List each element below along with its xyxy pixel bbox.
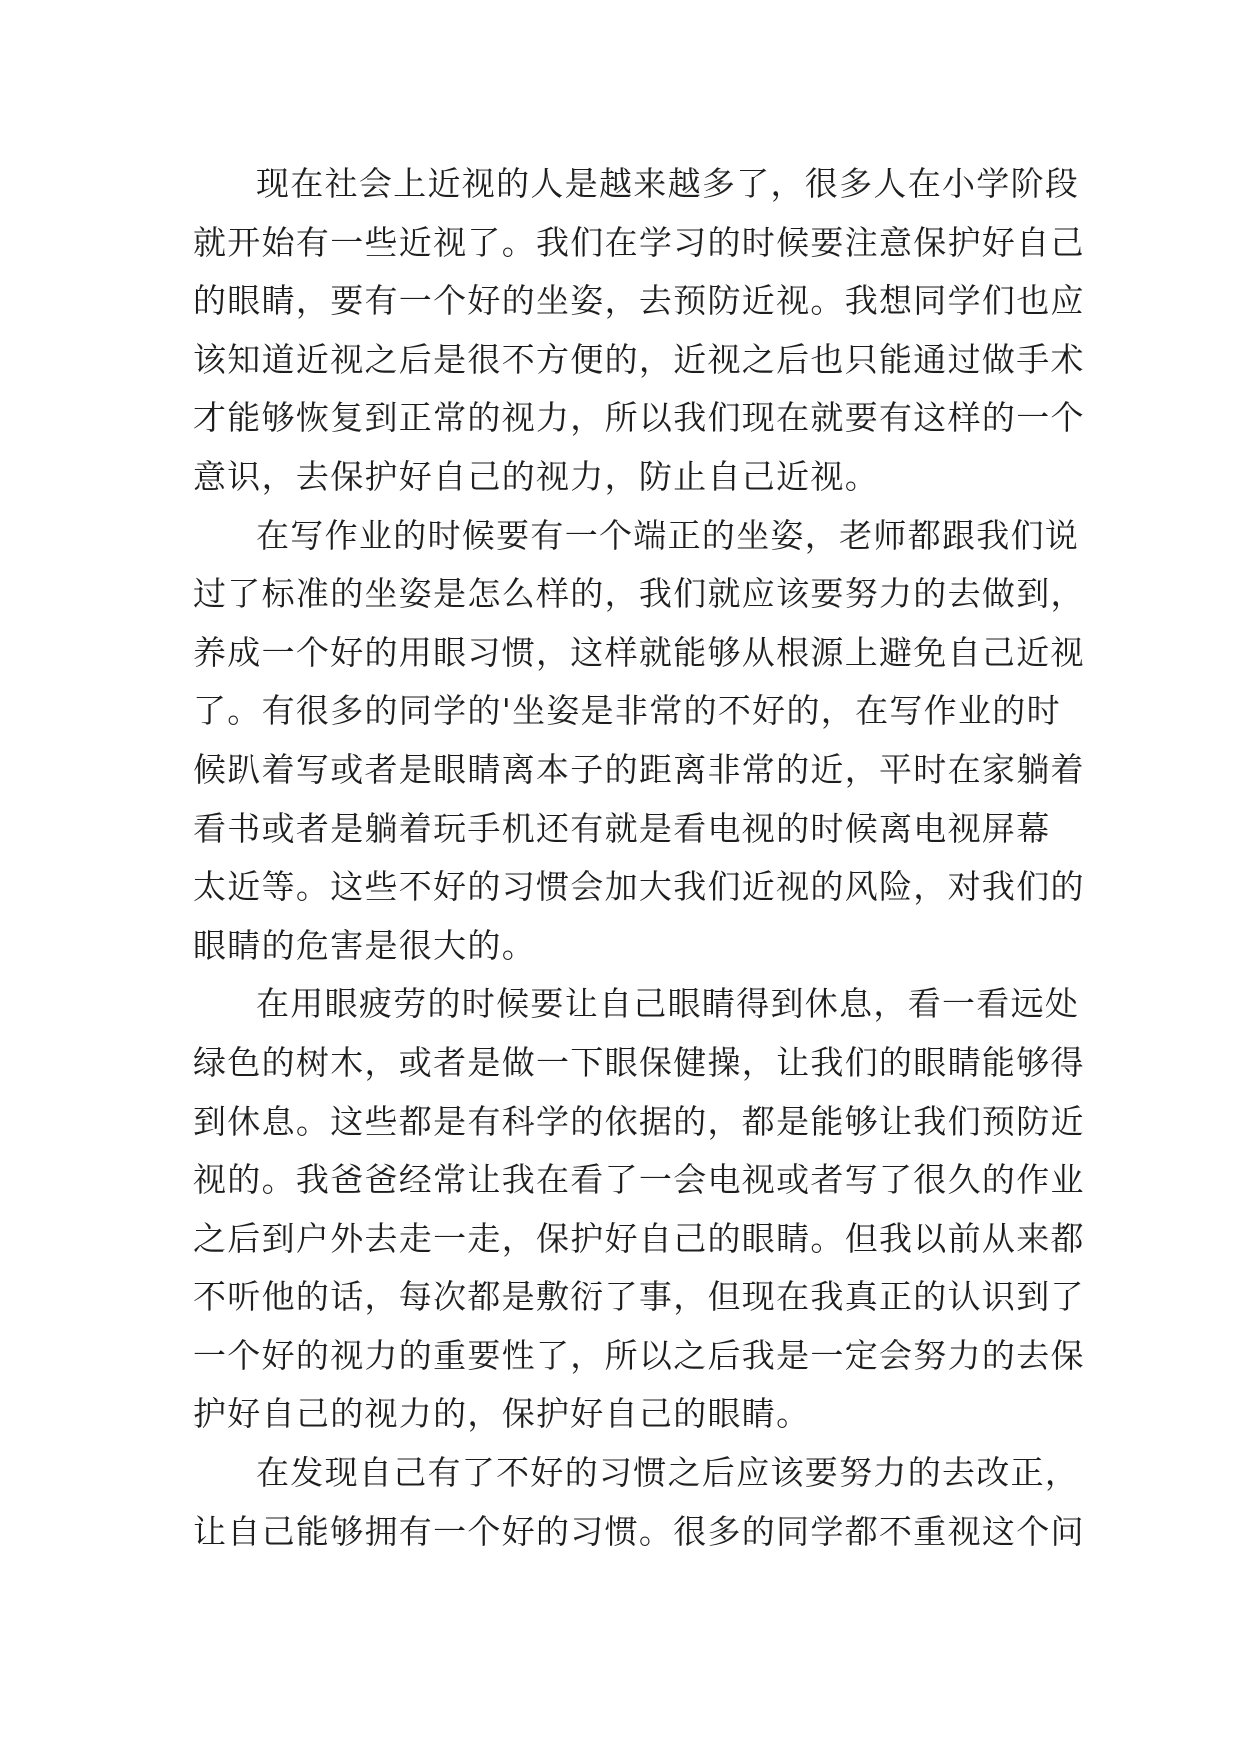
text-line: 护好自己的视力的，保护好自己的眼睛。 xyxy=(193,1394,811,1434)
text-line: 才能够恢复到正常的视力，所以我们现在就要有这样的一个 xyxy=(193,398,1085,438)
text-line: 眼睛的危害是很大的。 xyxy=(193,925,536,965)
paragraph xyxy=(193,155,1085,507)
text-line: 看书或者是躺着玩手机还有就是看电视的时候离电视屏幕 xyxy=(193,808,1051,848)
text-line: 过了标准的坐姿是怎么样的，我们就应该要努力的去做到， xyxy=(193,574,1085,614)
text-line: 不听他的话，每次都是敷衍了事，但现在我真正的认识到了 xyxy=(193,1277,1085,1317)
paragraph xyxy=(193,507,1085,976)
text-line: 该知道近视之后是很不方便的，近视之后也只能通过做手术 xyxy=(193,339,1085,379)
text-line: 到休息。这些都是有科学的依据的，都是能够让我们预防近 xyxy=(193,1101,1085,1141)
paragraph xyxy=(193,1444,1085,1561)
text-line: 视的。我爸爸经常让我在看了一会电视或者写了很久的作业 xyxy=(193,1160,1085,1200)
text-line: 一个好的视力的重要性了，所以之后我是一定会努力的去保 xyxy=(193,1335,1085,1375)
text-line: 了。有很多的同学的'坐姿是非常的不好的，在写作业的时 xyxy=(193,691,1061,731)
text-line: 养成一个好的用眼习惯，这样就能够从根源上避免自己近视 xyxy=(193,632,1085,672)
document-body xyxy=(193,155,1085,1561)
text-line: 现在社会上近视的人是越来越多了，很多人在小学阶段 xyxy=(256,164,1080,203)
text-line: 候趴着写或者是眼睛离本子的距离非常的近，平时在家躺着 xyxy=(193,749,1085,789)
text-line: 之后到户外去走一走，保护好自己的眼睛。但我以前从来都 xyxy=(193,1218,1085,1258)
text-line: 在发现自己有了不好的习惯之后应该要努力的去改正， xyxy=(256,1453,1080,1493)
text-line: 在用眼疲劳的时候要让自己眼睛得到休息，看一看远处 xyxy=(256,984,1080,1024)
text-line: 意识，去保护好自己的视力，防止自己近视。 xyxy=(193,456,879,496)
paragraph xyxy=(193,975,1085,1444)
text-line: 就开始有一些近视了。我们在学习的时候要注意保护好自己 xyxy=(193,222,1085,262)
text-line: 让自己能够拥有一个好的习惯。很多的同学都不重视这个问 xyxy=(193,1511,1085,1551)
text-line: 绿色的树木，或者是做一下眼保健操，让我们的眼睛能够得 xyxy=(193,1042,1085,1082)
text-line: 太近等。这些不好的习惯会加大我们近视的风险，对我们的 xyxy=(193,867,1085,907)
text-line: 在写作业的时候要有一个端正的坐姿，老师都跟我们说 xyxy=(256,515,1080,555)
text-line: 的眼睛，要有一个好的坐姿，去预防近视。我想同学们也应 xyxy=(193,281,1085,321)
